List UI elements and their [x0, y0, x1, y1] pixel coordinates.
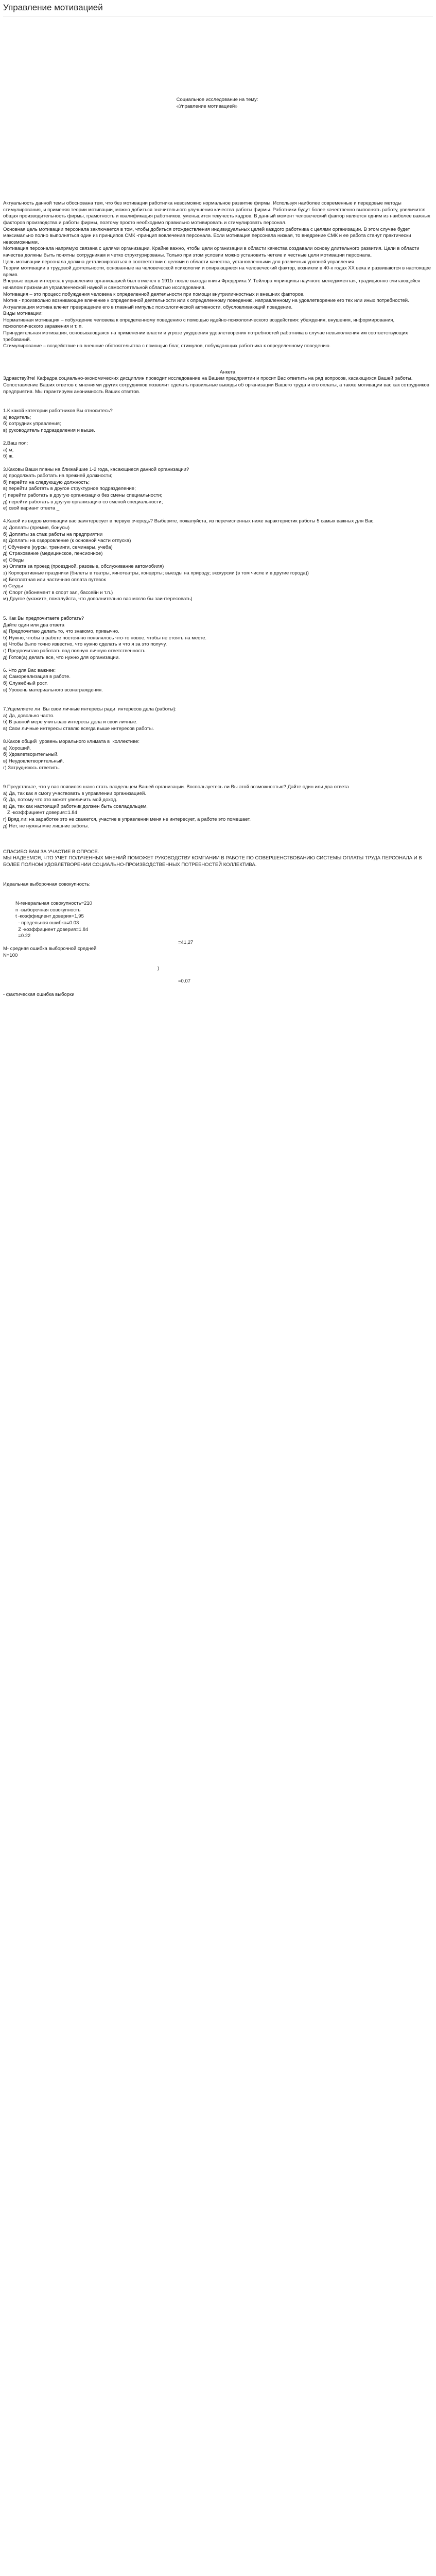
- answer-option: а) Доплаты (премия, бонусы): [3, 524, 69, 531]
- question-9-text: 9.Представьте, что у вас появился шанс стать владельцем Вашей организации. Воспользуетесь ли Вы этой возможностью? Дайте один или два ответа: [3, 784, 349, 790]
- answer-option: е) свой вариант ответа _: [3, 505, 60, 512]
- answer-option: л) Спорт (абонемент в спорт зал, бассейн и т.п.): [3, 589, 113, 596]
- closing-text: МЫ НАДЕЕМСЯ, ЧТО УЧЕТ ПОЛУЧЕННЫХ МНЕНИЙ ПОМОЖЕТ РУКОВОДСТВУ КОМПАНИИ В РАБОТЕ ПО СОВЕРШЕНСТВОВАНИЮ СИСТЕМЫ ОПЛАТЫ ТРУДА ПЕРСОНАЛА И В БОЛЕЕ ПОЛНОМ УДОВЛЕТВОРЕНИИ СОЦИАЛЬНО-ПРОИЗВОДСТВЕННЫХ ПОТРЕБНОСТЕЙ КОЛЛЕКТИВА.: [3, 855, 424, 868]
- answer-option: а) м;: [3, 447, 14, 453]
- intro-paragraph: Цель мотивации персонала должна детализироваться в соответствии с целями в области качества, установленными для различных уровней управления.: [3, 259, 356, 265]
- answer-option: б) ж.: [3, 453, 14, 460]
- intro-paragraph: Мотивация – это процесс побуждения человека к определенной деятельности при помощи внутриличностных и внешних факторов.: [3, 291, 305, 297]
- answer-option: в) Доплаты на оздоровление (к основной части отпуска): [3, 538, 131, 544]
- cover-line-2: «Управление мотивацией»: [176, 103, 238, 109]
- thanks-text: СПАСИБО ВАМ ЗА УЧАСТИЕ В ОПРОСЕ.: [3, 849, 99, 855]
- answer-option: б) Служебный рост.: [3, 680, 48, 686]
- answer-option: г) Вряд ли: на заработке это не скажется, участие в управлении меня не интересует, а работе это помешает.: [3, 817, 251, 823]
- sample-param: - предельная ошибка=0.03: [15, 920, 79, 926]
- answer-option: м) Другое (укажите, пожалуйста, что дополнительно вас могло бы заинтересовать): [3, 596, 193, 602]
- answer-option: а) водитель;: [3, 414, 31, 420]
- answer-option: в) Неудовлетворительный.: [3, 758, 64, 764]
- answer-option: д) Готов(а) делать все, что нужно для организации.: [3, 654, 120, 660]
- answer-option: б) Удовлетворительный.: [3, 752, 59, 758]
- type-paragraph: Стимулирование – воздействие на внешние обстоятельства с помощью благ, стимулов, побуждающих работника к определенному поведению.: [3, 343, 331, 349]
- answer-option: к) Ссуды: [3, 583, 23, 589]
- page-title: Управление мотивацией: [3, 3, 103, 12]
- calc-value-2: =0.07: [178, 978, 191, 985]
- question-3-text: 3.Каковы Ваши планы на ближайшие 1-2 года, касающиеся данной организации?: [3, 466, 189, 472]
- answer-option: ж) Оплата за проезд (проездной, разовые, обслуживание автомобиля): [3, 564, 164, 570]
- types-title: Виды мотивации:: [3, 311, 43, 317]
- intro-section: [3, 200, 431, 311]
- answer-option: г) Обучение (курсы, тренинги, семинары, учеба): [3, 544, 113, 550]
- intro-paragraph: Теории мотивации в трудовой деятельности, основанные на человеческой психологии и опирающиеся на человеческий фактор, возникли в 40-х годах XX века и развиваются в настоящее время.: [3, 265, 432, 278]
- sample-param: =0.22: [15, 933, 31, 939]
- type-paragraph: Нормативная мотивация – побуждение человека к определенному поведению с помощью идейно-психологического воздействия: убеждения, внушения, информирования, психологического заражения и т. п.: [3, 317, 396, 330]
- document-body: [3, 20, 431, 998]
- answer-option: в) Чтобы было точно известно, что нужно сделать и что я за это получу.: [3, 641, 167, 648]
- answer-option: а) Предпочитаю делать то, что знакомо, привычно.: [3, 629, 119, 635]
- question-5-text: 5. Как Вы предпочитаете работать?: [3, 616, 84, 622]
- sample-params: [3, 901, 431, 940]
- intro-paragraph: Основная цель мотивации персонала заключается в том, чтобы добиться отождествления индивидуальных целей каждого работника с целями организации. В этом случае будет максимально полно выполняться один из принципов СМК -принцип вовлечения персонала. Если мотивация персонала низкая, то внедрение СМК и ее работа станут практически невозможными.: [3, 226, 413, 245]
- calc-n-value: N=100: [3, 952, 18, 958]
- question-hint: Дайте один или два ответа: [3, 622, 65, 628]
- answer-option: б) Да, потому что это может увеличить мой доход.: [3, 797, 118, 803]
- calc-paren: ): [158, 965, 160, 972]
- types-section: [3, 317, 431, 350]
- answer-option: з) Корпоративные праздники (билеты в театры, кинотеатры, концерты; выезды на природу; экскурсии (в том числе и в другие города)): [3, 570, 309, 577]
- sample-param: Z -коэффициент доверия=1.84: [15, 926, 89, 933]
- answer-option: г) Предпочитаю работать под полную личную ответственность.: [3, 648, 147, 654]
- intro-paragraph: Мотив - произвольно возникающее влечение к определенной деятельности или к определенному поведению, направленному на удовлетворение его тех или иных потребностей. Актуализация мотива влечет превращение его в главный импульс психологической активности, обусловливающий поведение.: [3, 298, 411, 310]
- sample-param: N-генеральная совокупность=210: [15, 901, 92, 907]
- answer-option: д) перейти работать в другую организацию со сменой специальности;: [3, 499, 163, 505]
- answer-option: б) Доплаты за стаж работы на предприятии: [3, 531, 103, 537]
- intro-paragraph: Актуальность данной темы обоснована тем, что без мотивации работника невозможно нормальное развитие фирмы. Используя наиболее современные и передовые методы стимулирования, и применяя теории мотивации, можно добиться значительного улучшения качества работы фирмы. Работники будут более качественно выполнять работу, увеличится общая производительность фирмы, грамотность и квалификация работников, уменьшится текучесть кадров. В данный момент человеческий фактор является одним из наиболее важных факторов производства и работы фирмы, поэтому просто необходимо правильно мотивировать и стимулировать персонал.: [3, 200, 432, 226]
- survey-intro: Здравствуйте! Кафедра социально-экономических дисциплин проводит исследование на Вашем предприятии и просит Вас ответить на ряд вопросов, касающихся Вашей работы. Сопоставление Ваших ответов с мнениями других сотрудников позволит сделать правильные выводы об организации Вашего труда и его оплаты, а также мотивации вас как сотрудников предприятия. Мы гарантируем анонимность Ваших ответов.: [3, 376, 431, 395]
- intro-paragraph: Мотивация персонала напрямую связана с целями организации. Крайне важно, чтобы цели организации в области качества создавали основу длительного развития. Цели в области качества должны быть понятны сотрудникам и четко структурированы. Только при этом условии можно установить четкие и честные цели мотивации персонала.: [3, 246, 421, 258]
- answer-option: г) Затрудняюсь ответить.: [3, 765, 60, 771]
- answer-option: д) Страхование (медицинское, пенсионное): [3, 551, 103, 557]
- answer-option: а) Хороший.: [3, 745, 31, 751]
- answer-option: в) руководитель подразделения и выше.: [3, 428, 95, 433]
- sample-param: n -выборочная совокупность: [15, 907, 81, 913]
- answer-option: и) Бесплатная или частичная оплата путевок: [3, 577, 106, 583]
- answer-option: б) сотрудник управления;: [3, 421, 61, 427]
- calc-error-label: M- средняя ошибка выборочной средней: [3, 946, 97, 952]
- intro-paragraph: Впервые взрыв интереса к управлению организацией был отмечен в 1911г после выхода книги Фредерика У. Тейлора «принципы научного менеджмента», традиционно считающейся началом признания управленческой наукой и самостоятельной областью исследования.: [3, 278, 422, 291]
- answer-option: б) В равной мере учитываю интересы дела и свои личные.: [3, 719, 138, 725]
- question-7-text: 7.Ущемляете ли Вы свои личные интересы ради интересов дела (работы):: [3, 706, 177, 713]
- answer-option: в) перейти работать в другое структурное подразделение;: [3, 486, 136, 492]
- answer-option: в) Да, так как настоящий работник должен быть совладельцем,: [3, 803, 148, 809]
- question-6-text: 6. Что для Вас важнее:: [3, 667, 56, 673]
- sample-title: Идеальная выборочная совокупность:: [3, 881, 91, 887]
- answer-option: г) перейти работать в другую организацию без смены специальности;: [3, 492, 163, 498]
- answer-option: б) Нужно, чтобы в работе постоянно появлялось что-то новое, чтобы не стоять на месте.: [3, 635, 207, 641]
- answer-option: а) Самореализация в работе.: [3, 674, 71, 680]
- survey-questions: [3, 408, 431, 836]
- question-2-text: 2.Ваш пол:: [3, 440, 28, 447]
- answer-option: в) Свои личные интересы ставлю всегда выше интересов работы.: [3, 725, 154, 732]
- answer-option: Z -коэффициент доверия=1.84: [3, 810, 77, 816]
- calc-actual-error: - фактическая ошибка выборки: [3, 991, 75, 997]
- answer-option: в) Уровень материального вознаграждения.: [3, 687, 103, 693]
- answer-option: д) Нет, не нужны мне лишние заботы.: [3, 823, 89, 829]
- answer-option: а) Да, довольно часто.: [3, 713, 55, 719]
- type-paragraph: Принудительная мотивация, основывающаяся на применении власти и угрозе ухудшения удовлетворения потребностей работника в случае невыполнения им соответствующих требований.: [3, 330, 410, 343]
- answer-option: а) Да, так как я смогу участвовать в управлении организацией.: [3, 790, 146, 796]
- calc-value-1: =41,27: [178, 939, 194, 945]
- answer-option: а) продолжать работать на прежней должности;: [3, 473, 113, 479]
- question-1-text: 1.К какой категории работников Вы относитесь?: [3, 408, 113, 414]
- question-4-text: 4.Какой из видов мотивации вас заинтересует в первую очередь? Выберите, пожалуйста, из перечисленных ниже характеристик работы 5 самых важных для Вас.: [3, 518, 375, 524]
- survey-title: Анкета: [219, 369, 236, 375]
- answer-option: б) перейти на следующую должность;: [3, 479, 90, 485]
- cover-line-1: Социальное исследование на тему:: [176, 97, 258, 103]
- sample-param: t -коэффициент доверия=1,95: [15, 913, 84, 920]
- answer-option: е) Обеды: [3, 557, 25, 563]
- question-8-text: 8.Каков общий уровень морального климата в коллективе:: [3, 739, 139, 745]
